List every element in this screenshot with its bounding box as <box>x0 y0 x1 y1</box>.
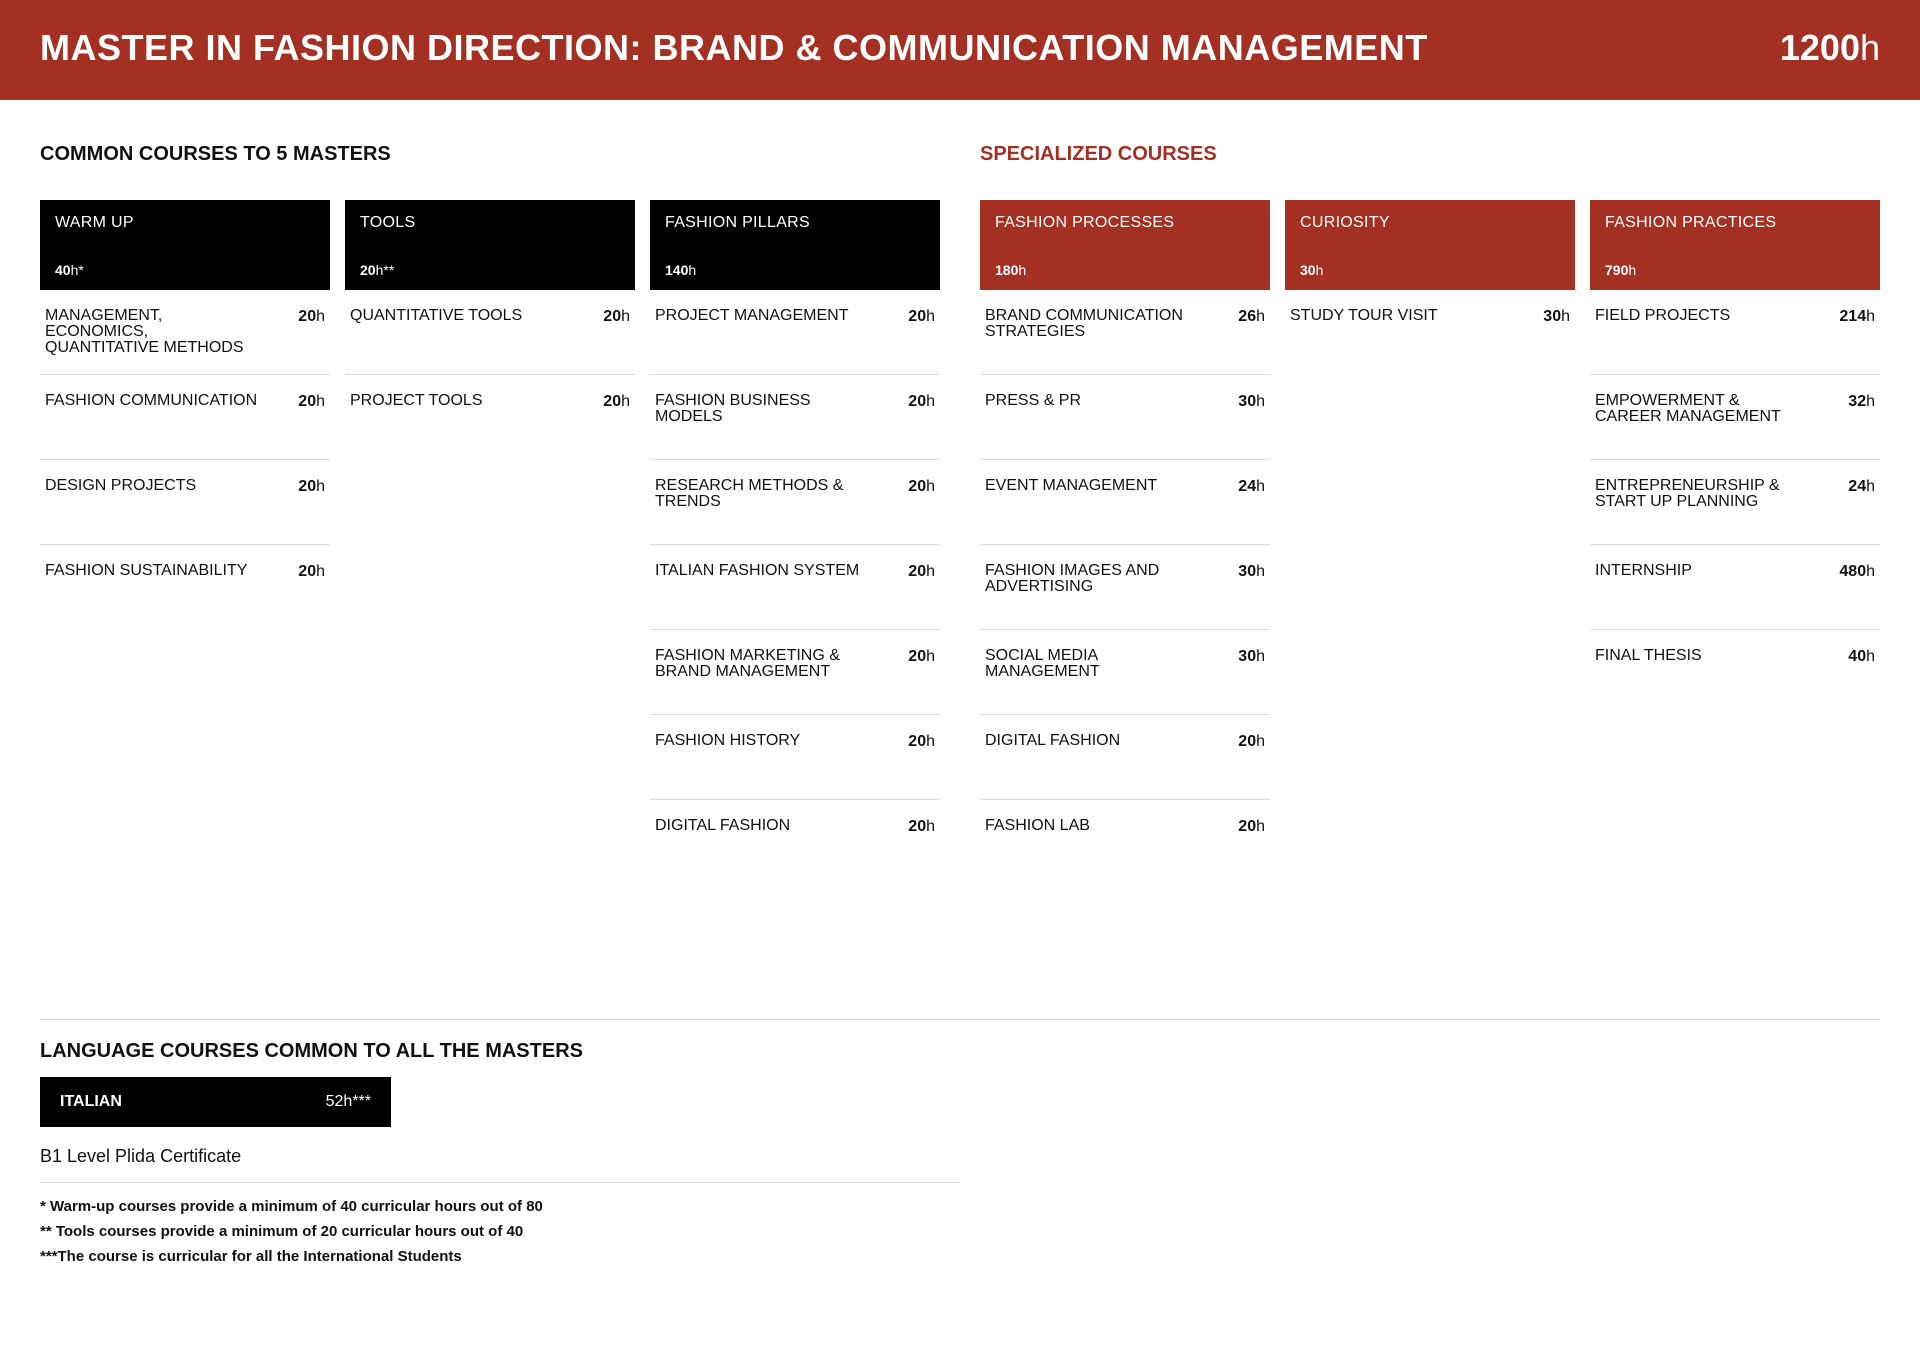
course-hours-value: 30 <box>1238 563 1257 580</box>
course-name: EMPOWERMENT & CAREER MANAGEMENT <box>1595 392 1781 425</box>
course-name: DIGITAL FASHION <box>655 817 791 834</box>
course-hours <box>908 733 935 751</box>
column-fashion-processes <box>980 200 1270 885</box>
course-hours <box>1238 563 1265 581</box>
course-hours-value: 20 <box>298 478 317 495</box>
course-hours-unit: h <box>1866 308 1875 325</box>
course-hours-unit: h <box>316 393 325 410</box>
course-hours-unit: h <box>926 733 935 750</box>
course-hours-value: 40 <box>1848 648 1867 665</box>
column-hours-value: 40 <box>55 262 71 278</box>
course-row <box>40 375 330 460</box>
column-header <box>1285 200 1575 290</box>
course-hours-value: 20 <box>908 648 927 665</box>
course-hours <box>1238 393 1265 411</box>
course-name: INTERNSHIP <box>1595 562 1692 579</box>
language-course-name: ITALIAN <box>60 1093 122 1110</box>
course-hours-value: 20 <box>908 478 927 495</box>
language-course-box <box>40 1077 391 1127</box>
course-name: FASHION COMMUNICATION <box>45 392 258 409</box>
course-hours <box>298 478 325 496</box>
column-hours <box>1300 262 1323 278</box>
column-hours <box>55 262 84 278</box>
course-row <box>650 800 940 885</box>
course-row <box>1590 630 1880 715</box>
column-tools <box>345 200 635 460</box>
course-hours <box>908 478 935 496</box>
course-hours-unit: h <box>1256 478 1265 495</box>
course-hours-unit: h <box>926 393 935 410</box>
certificate-text: B1 Level Plida Certificate <box>40 1146 242 1166</box>
column-header <box>650 200 940 290</box>
course-row <box>980 800 1270 885</box>
column-hours <box>1605 262 1636 278</box>
course-name: FINAL THESIS <box>1595 647 1702 664</box>
course-row <box>40 290 330 375</box>
course-hours <box>298 308 325 326</box>
column-hours <box>995 262 1026 278</box>
course-name: FASHION LAB <box>985 817 1090 834</box>
course-hours <box>908 308 935 326</box>
course-hours-value: 20 <box>298 563 317 580</box>
column-warm-up <box>40 200 330 630</box>
course-hours-value: 24 <box>1848 478 1867 495</box>
course-hours-unit: h <box>621 308 630 325</box>
column-header <box>1590 200 1880 290</box>
course-name: RESEARCH METHODS & TRENDS <box>655 477 844 510</box>
course-name: ENTREPRENEURSHIP & START UP PLANNING <box>1595 477 1780 510</box>
course-row <box>1590 290 1880 375</box>
course-hours-unit: h <box>1866 393 1875 410</box>
column-hours <box>665 262 696 278</box>
course-hours-value: 20 <box>908 308 927 325</box>
course-hours <box>1543 308 1570 326</box>
course-name: PROJECT TOOLS <box>350 392 483 409</box>
column-curiosity <box>1285 200 1575 375</box>
course-row <box>650 545 940 630</box>
course-hours-value: 20 <box>298 308 317 325</box>
course-hours-value: 20 <box>908 393 927 410</box>
column-hours-suffix: h <box>1628 262 1637 278</box>
column-title: WARM UP <box>55 214 134 231</box>
course-name: DIGITAL FASHION <box>985 732 1121 749</box>
course-hours <box>603 308 630 326</box>
column-header <box>345 200 635 290</box>
course-name: PROJECT MANAGEMENT <box>655 307 849 324</box>
course-hours-unit: h <box>926 818 935 835</box>
section-divider <box>40 1019 1880 1020</box>
column-hours-value: 140 <box>665 262 689 278</box>
column-header <box>40 200 330 290</box>
course-hours-unit: h <box>1256 818 1265 835</box>
column-hours <box>360 262 394 278</box>
column-hours-suffix: h <box>1018 262 1027 278</box>
course-hours-unit: h <box>926 648 935 665</box>
course-row <box>345 375 635 460</box>
course-hours-unit: h <box>316 563 325 580</box>
course-row <box>650 630 940 715</box>
course-name: MANAGEMENT, ECONOMICS, QUANTITATIVE METHODS <box>45 307 244 356</box>
course-name: FASHION SUSTAINABILITY <box>45 562 248 579</box>
course-name: SOCIAL MEDIA MANAGEMENT <box>985 647 1100 680</box>
course-hours <box>908 393 935 411</box>
column-fashion-pillars <box>650 200 940 885</box>
column-hours-value: 20 <box>360 262 376 278</box>
course-row <box>650 375 940 460</box>
course-hours-unit: h <box>316 478 325 495</box>
course-hours-value: 24 <box>1238 478 1257 495</box>
course-hours <box>908 563 935 581</box>
course-hours-value: 30 <box>1238 393 1257 410</box>
footnote-tools: ** Tools courses provide a minimum of 20 curricular hours out of 40 <box>40 1223 524 1240</box>
header-bar <box>0 0 1920 100</box>
course-hours <box>603 393 630 411</box>
course-hours-value: 20 <box>1238 818 1257 835</box>
column-title: TOOLS <box>360 214 416 231</box>
column-title: CURIOSITY <box>1300 214 1390 231</box>
course-hours-value: 20 <box>1238 733 1257 750</box>
footnote-language: ***The course is curricular for all the International Students <box>40 1248 462 1265</box>
course-hours-value: 214 <box>1839 308 1867 325</box>
column-fashion-practices <box>1590 200 1880 715</box>
course-row <box>1590 545 1880 630</box>
course-name: BRAND COMMUNICATION STRATEGIES <box>985 307 1183 340</box>
course-hours <box>1238 818 1265 836</box>
course-hours <box>1238 648 1265 666</box>
course-hours <box>298 563 325 581</box>
course-hours-value: 20 <box>298 393 317 410</box>
notes-divider <box>40 1182 960 1183</box>
course-row <box>980 460 1270 545</box>
course-hours-unit: h <box>1256 648 1265 665</box>
course-name: QUANTITATIVE TOOLS <box>350 307 523 324</box>
column-title: FASHION PRACTICES <box>1605 214 1777 231</box>
course-row <box>980 375 1270 460</box>
specialized-courses-title: SPECIALIZED COURSES <box>980 143 1217 165</box>
course-hours <box>1839 563 1875 581</box>
course-hours <box>1848 478 1875 496</box>
course-hours-unit: h <box>1866 478 1875 495</box>
course-hours <box>1238 308 1265 326</box>
column-title: FASHION PILLARS <box>665 214 810 231</box>
column-header <box>980 200 1270 290</box>
course-name: FASHION MARKETING & BRAND MANAGEMENT <box>655 647 840 680</box>
column-hours-suffix: h* <box>70 262 84 278</box>
course-hours-unit: h <box>1256 563 1265 580</box>
common-courses-title: COMMON COURSES TO 5 MASTERS <box>40 143 391 165</box>
course-row <box>1590 460 1880 545</box>
course-hours <box>908 648 935 666</box>
course-name: FASHION IMAGES AND ADVERTISING <box>985 562 1160 595</box>
language-courses-title: LANGUAGE COURSES COMMON TO ALL THE MASTERS <box>40 1040 583 1062</box>
course-row <box>1285 290 1575 375</box>
course-name: PRESS & PR <box>985 392 1082 409</box>
course-hours <box>1238 478 1265 496</box>
course-hours-value: 20 <box>908 733 927 750</box>
course-hours-value: 30 <box>1543 308 1562 325</box>
course-row <box>40 545 330 630</box>
language-course-hours: 52h*** <box>325 1093 371 1110</box>
course-row <box>650 460 940 545</box>
course-hours-value: 20 <box>908 818 927 835</box>
course-row <box>1590 375 1880 460</box>
course-row <box>345 290 635 375</box>
course-name: ITALIAN FASHION SYSTEM <box>655 562 860 579</box>
course-hours-unit: h <box>1866 563 1875 580</box>
course-row <box>980 630 1270 715</box>
course-hours <box>1848 393 1875 411</box>
column-title: FASHION PROCESSES <box>995 214 1175 231</box>
course-hours <box>298 393 325 411</box>
course-hours-unit: h <box>1256 308 1265 325</box>
course-row <box>650 715 940 800</box>
course-hours-value: 30 <box>1238 648 1257 665</box>
course-hours-value: 20 <box>603 308 622 325</box>
course-hours-unit: h <box>1866 648 1875 665</box>
course-name: FASHION HISTORY <box>655 732 801 749</box>
course-hours-value: 32 <box>1848 393 1867 410</box>
course-row <box>40 460 330 545</box>
total-hours <box>1780 27 1880 69</box>
column-hours-value: 30 <box>1300 262 1316 278</box>
course-row <box>980 290 1270 375</box>
column-hours-suffix: h** <box>375 262 395 278</box>
course-name: FASHION BUSINESS MODELS <box>655 392 811 425</box>
total-hours-value: 1200 <box>1779 27 1860 68</box>
course-row <box>650 290 940 375</box>
page-title: MASTER IN FASHION DIRECTION: BRAND & COMMUNICATION MANAGEMENT <box>40 27 1428 68</box>
course-hours-unit: h <box>926 563 935 580</box>
course-name: STUDY TOUR VISIT <box>1290 307 1438 324</box>
column-hours-value: 790 <box>1605 262 1629 278</box>
course-hours-unit: h <box>316 308 325 325</box>
course-hours-unit: h <box>1256 393 1265 410</box>
course-hours <box>1848 648 1875 666</box>
course-hours <box>1238 733 1265 751</box>
course-name: FIELD PROJECTS <box>1595 307 1731 324</box>
course-hours-value: 26 <box>1238 308 1257 325</box>
course-hours-value: 480 <box>1839 563 1867 580</box>
course-row <box>980 545 1270 630</box>
course-name: DESIGN PROJECTS <box>45 477 197 494</box>
course-hours-unit: h <box>926 478 935 495</box>
course-hours-value: 20 <box>908 563 927 580</box>
course-hours-unit: h <box>1561 308 1570 325</box>
course-hours <box>908 818 935 836</box>
course-hours-value: 20 <box>603 393 622 410</box>
column-hours-suffix: h <box>1315 262 1324 278</box>
course-hours-unit: h <box>621 393 630 410</box>
column-hours-suffix: h <box>688 262 697 278</box>
course-name: EVENT MANAGEMENT <box>985 477 1158 494</box>
total-hours-unit: h <box>1859 27 1880 68</box>
course-hours-unit: h <box>926 308 935 325</box>
course-hours <box>1839 308 1875 326</box>
course-hours-unit: h <box>1256 733 1265 750</box>
column-hours-value: 180 <box>995 262 1019 278</box>
course-row <box>980 715 1270 800</box>
footnote-warm-up: * Warm-up courses provide a minimum of 40 curricular hours out of 80 <box>40 1198 543 1215</box>
